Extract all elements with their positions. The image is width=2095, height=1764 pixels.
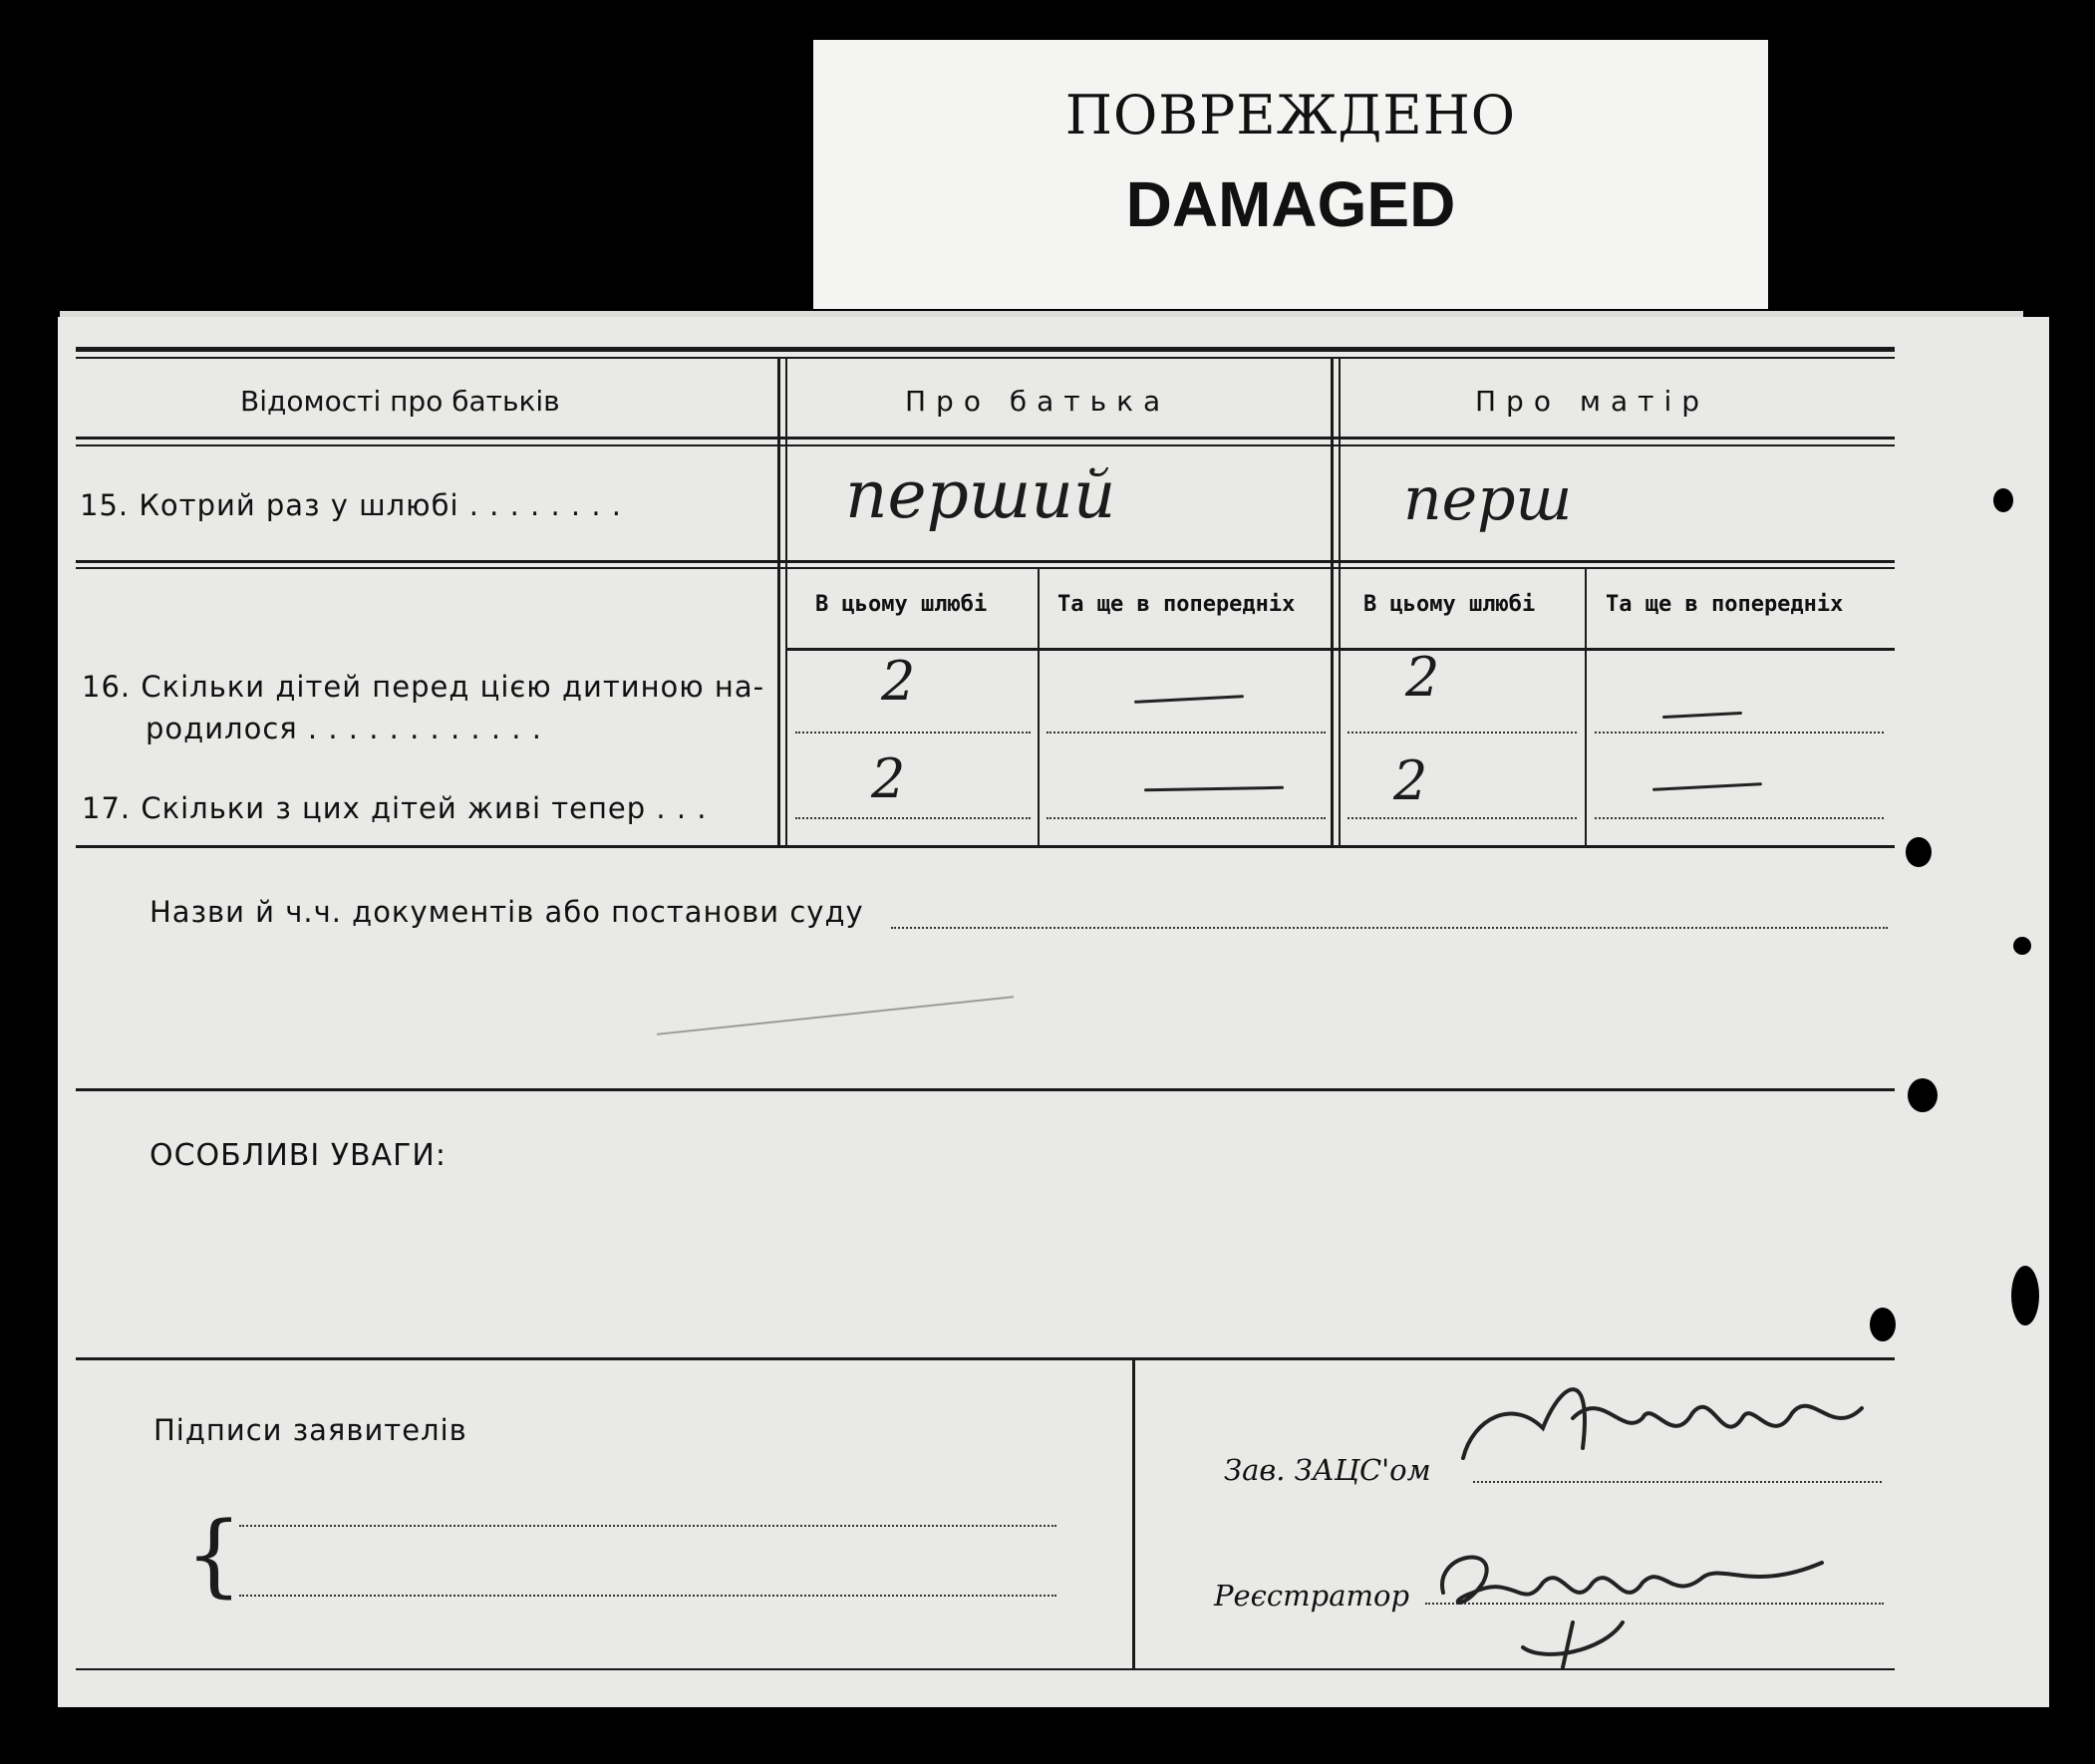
row17-father-this-value: 2	[871, 747, 906, 810]
row15-label: 15. Котрий раз у шлюбі . . . . . . . .	[80, 488, 622, 522]
col-divider-2a	[1331, 357, 1334, 847]
subcol-divider-father	[1038, 568, 1040, 847]
row16-father-prev-dash	[1134, 695, 1244, 704]
top-rule-thin	[76, 357, 1895, 359]
subheader-rule	[785, 648, 1895, 651]
documents-faint-scratch	[657, 996, 1014, 1035]
row16-mother-this-dots	[1347, 732, 1577, 734]
top-rule	[76, 347, 1895, 352]
row16-mother-prev-dots	[1595, 732, 1884, 734]
subheader-mother-prev: Та ще в попередніх	[1606, 592, 1844, 617]
row16-father-this-dots	[795, 732, 1031, 734]
record-sheet	[58, 317, 2049, 1707]
row17-mother-this-dots	[1347, 817, 1577, 819]
subheader-father-prev: Та ще в попередніх	[1057, 592, 1296, 617]
bottom-rule	[76, 1668, 1895, 1670]
head-signature	[1453, 1358, 1882, 1488]
signatures-divider	[1132, 1359, 1135, 1668]
registrar-signature-stroke	[1442, 1558, 1822, 1667]
special-notes-label: ОСОБЛИВІ УВАГИ:	[150, 1138, 447, 1173]
col-divider-2b	[1339, 357, 1341, 847]
header-father: Про батька	[905, 385, 1171, 418]
subheader-mother-this: В цьому шлюбі	[1363, 592, 1536, 617]
notes-rule	[76, 1088, 1895, 1091]
row16-mother-prev-dash	[1662, 712, 1742, 719]
row16-label-line1: 16. Скільки дітей перед цією дитиною на-	[82, 670, 765, 704]
head-signature-stroke	[1463, 1389, 1862, 1458]
punch-hole-6	[2013, 937, 2031, 955]
row16-father-prev-dots	[1047, 732, 1326, 734]
row16-label-line2: родилося . . . . . . . . . . . .	[146, 712, 542, 745]
registrar-signature	[1423, 1523, 1842, 1672]
row17-label: 17. Скільки з цих дітей живі тепер . . .	[82, 791, 708, 825]
damaged-label-card	[813, 40, 1768, 309]
header-rule-thin	[76, 444, 1895, 446]
row15-rule-thin	[76, 567, 1895, 569]
documents-label: Назви й ч.ч. документів або постанови суду	[150, 895, 864, 929]
subcol-divider-mother	[1585, 568, 1587, 847]
row15-mother-value: перш	[1403, 464, 1573, 534]
subheader-father-this: В цьому шлюбі	[815, 592, 988, 617]
row15-father-value: перший	[845, 456, 1116, 533]
row17-mother-prev-dots	[1595, 817, 1884, 819]
applicant-signature-line-1	[239, 1525, 1056, 1527]
row17-father-this-dots	[795, 817, 1031, 819]
row17-mother-this-value: 2	[1393, 749, 1428, 812]
punch-hole-2	[1906, 837, 1932, 867]
punch-hole-3	[1908, 1078, 1938, 1112]
row15-rule	[76, 560, 1895, 563]
col-divider-1b	[785, 357, 787, 847]
applicant-signature-line-2	[239, 1595, 1056, 1597]
header-rule	[76, 437, 1895, 440]
row17-father-prev-dots	[1047, 817, 1326, 819]
head-label: Зав. ЗАЦС'ом	[1224, 1453, 1431, 1487]
row16-father-this-value: 2	[881, 650, 916, 713]
damaged-label-en: DAMAGED	[1125, 168, 1456, 240]
row17-father-prev-dash	[1144, 786, 1284, 791]
row17-rule	[76, 845, 1895, 848]
applicants-label: Підписи заявителів	[153, 1413, 467, 1447]
punch-hole-5	[1870, 1308, 1896, 1341]
registrar-label: Реєстратор	[1214, 1579, 1410, 1613]
header-mother: Про матір	[1475, 385, 1710, 418]
punch-hole-1	[1993, 488, 2013, 512]
punch-hole-4	[2011, 1266, 2039, 1325]
documents-dots	[891, 927, 1888, 929]
damaged-label-ru: ПОВРЕЖДЕНО	[1064, 84, 1517, 147]
header-parents-info: Відомості про батьків	[240, 385, 560, 418]
col-divider-1a	[777, 357, 780, 847]
row16-mother-this-value: 2	[1405, 646, 1440, 709]
row17-mother-prev-dash	[1652, 782, 1762, 791]
applicants-brace: {	[185, 1503, 243, 1608]
